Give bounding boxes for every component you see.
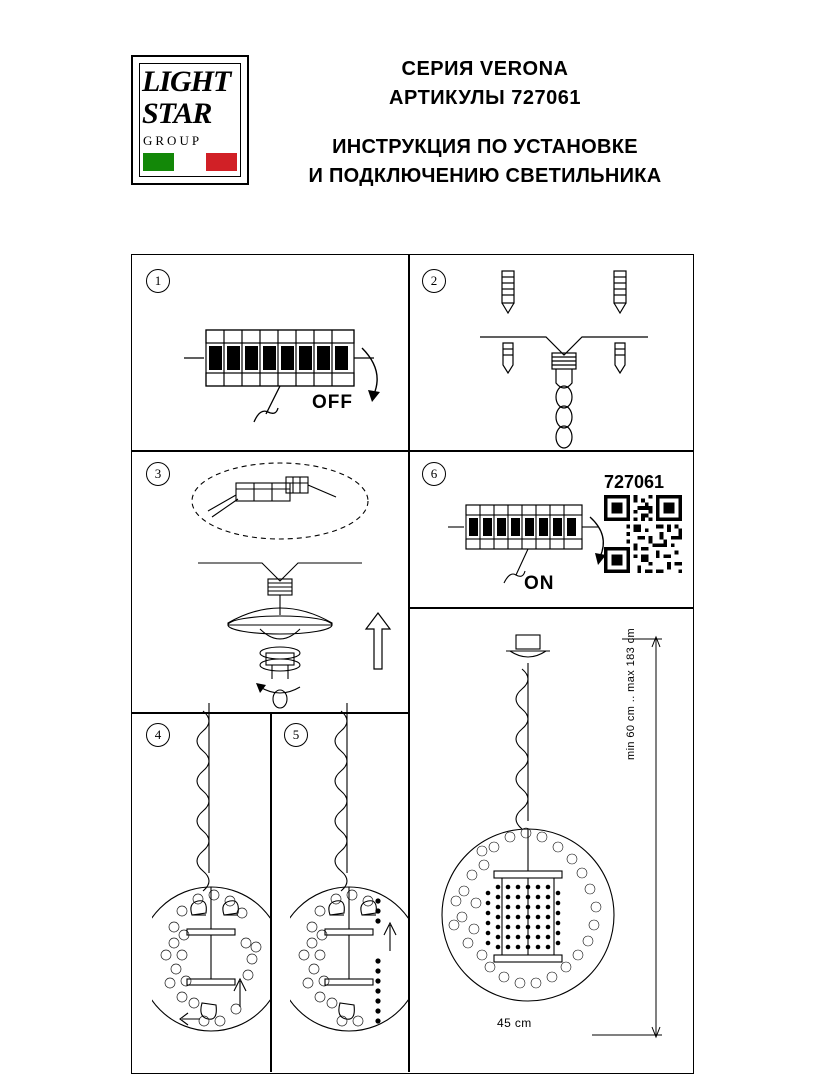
logo-line-3: GROUP [143,133,203,148]
logo-line-2: STAR [142,97,212,130]
step-badge-3: 3 [146,462,170,486]
logo-line-1: LIGHT [142,65,231,98]
dimension-width-label: 45 cm [497,1016,532,1030]
step-badge-5: 5 [284,723,308,747]
divider-vertical-4 [408,712,410,1072]
divider-vertical-3 [270,712,272,1072]
step-badge-4: 4 [146,723,170,747]
step-6-label: ON [524,573,555,594]
instruction-title-line-2: И ПОДКЛЮЧЕНИЮ СВЕТИЛЬНИКА [308,165,662,187]
step-1-illustration [162,290,402,430]
dimension-height-label: min 60 cm .. max 183 cm [625,627,637,760]
divider-vertical-2 [408,450,410,712]
step-4-illustration [152,703,270,1071]
italian-flag-icon [143,153,237,171]
step-1-label: OFF [312,392,353,413]
article-title: АРТИКУЛЫ 727061 [389,87,581,109]
header [0,0,826,250]
series-title: СЕРИЯ VERONA [401,58,569,80]
dimension-lines [472,625,692,1055]
logo [131,55,249,185]
step-badge-6: 6 [422,462,446,486]
instruction-title-line-1: ИНСТРУКЦИЯ ПО УСТАНОВКЕ [332,136,638,158]
title-block [255,55,715,191]
divider-horizontal-2 [408,607,693,609]
step-badge-1: 1 [146,269,170,293]
divider-horizontal-1 [132,450,693,452]
qr-code-icon [604,495,682,573]
step-3-illustration [168,453,402,711]
step-5-illustration [290,703,408,1071]
step-badge-2: 2 [422,269,446,293]
qr-code-number: 727061 [604,472,665,492]
steps-frame [131,254,694,1074]
step-2-illustration [452,263,682,449]
instruction-title [255,133,715,191]
